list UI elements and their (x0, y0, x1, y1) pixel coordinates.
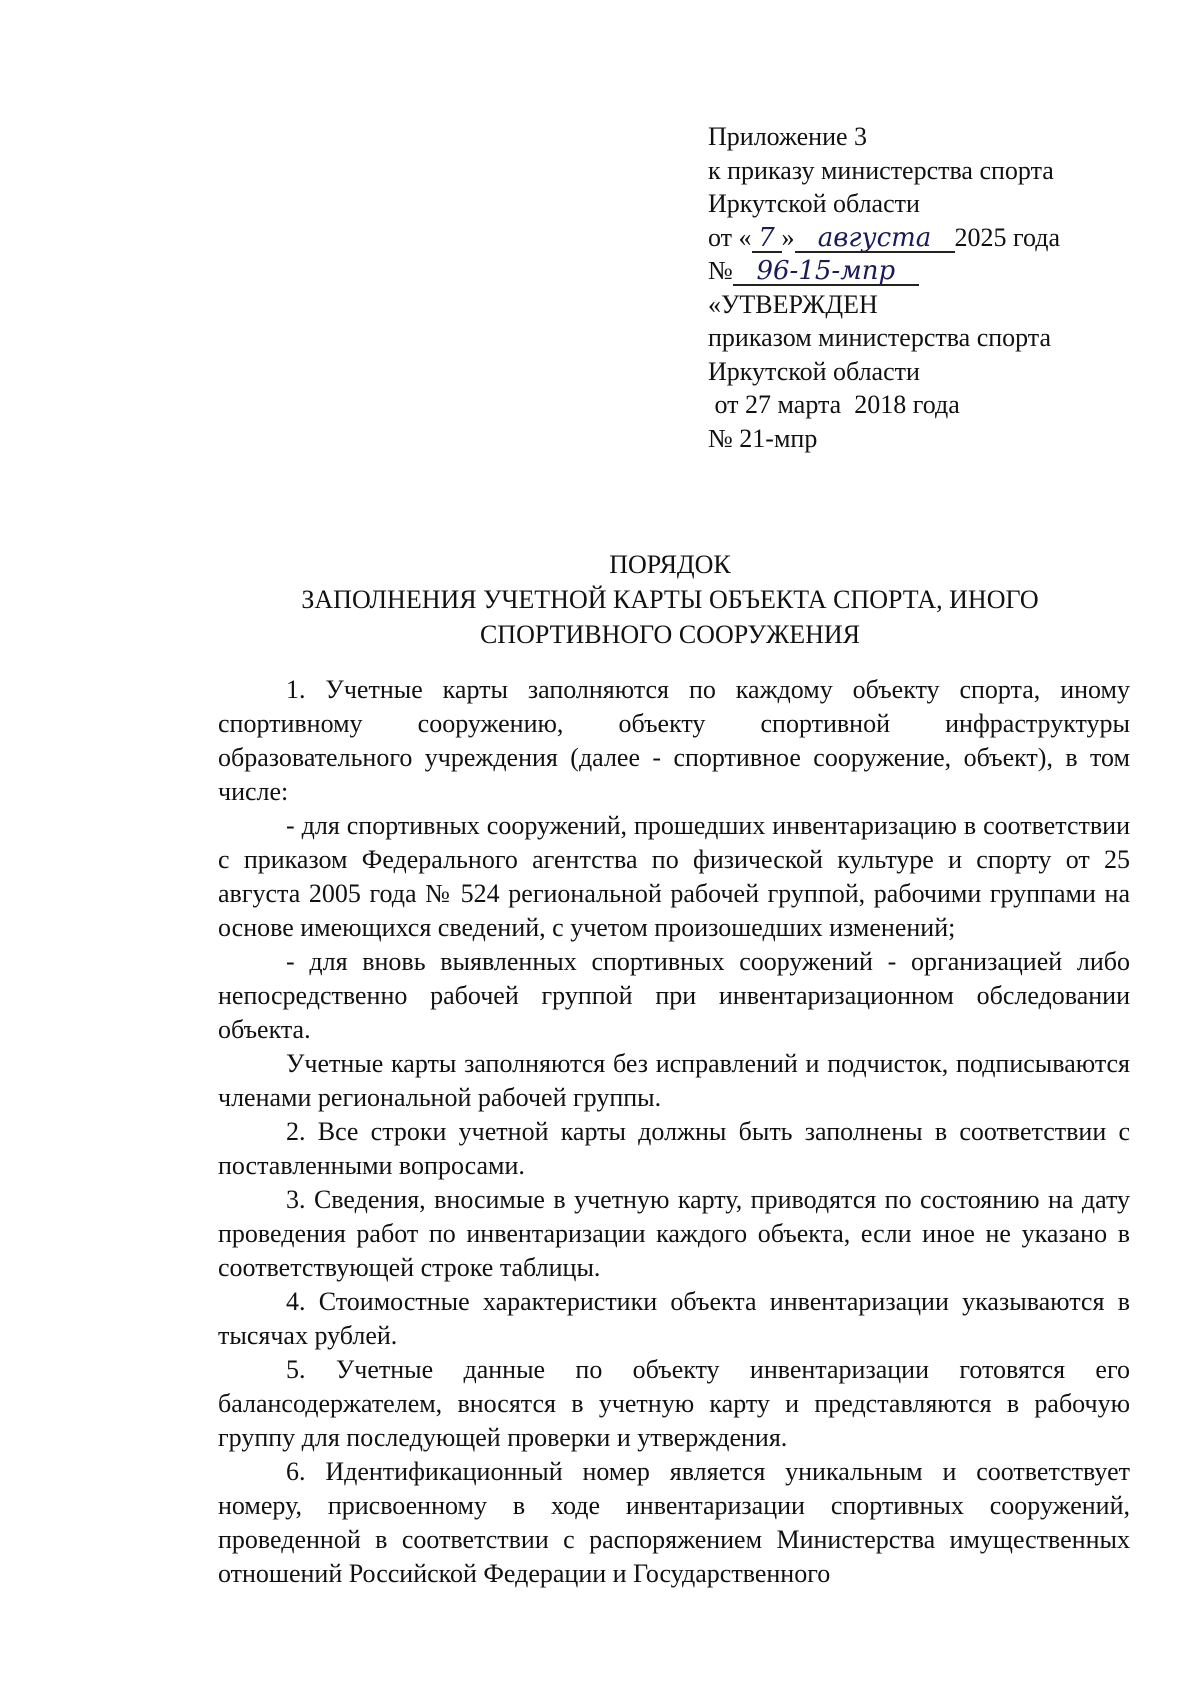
document-subtitle-line1: ЗАПОЛНЕНИЯ УЧЕТНОЙ КАРТЫ ОБЪЕКТА СПОРТА, ИНОГО (301, 585, 1039, 614)
approved-by: приказом министерства спорта (708, 323, 1052, 352)
appendix-date (708, 221, 1168, 255)
handwritten-order-number: 96-15-мпр (733, 258, 919, 286)
paragraph-8: 5. Учетные данные по объекту инвентаризации готовятся его балансодержателем, вносятся в учетную карту и представляются в рабочую группу для последующей проверки и утверждения. (218, 1355, 1130, 1452)
appendix-order-number (708, 254, 1168, 288)
approved-region: Иркутской области (708, 356, 920, 386)
paragraph-5: 2. Все строки учетной карты должны быть заполнены в соответствии с поставленными вопросами. (218, 1117, 1130, 1180)
approved-date: от 27 марта 2018 года (708, 390, 960, 419)
date-year: 2025 года (954, 222, 1061, 252)
paragraph-6: 3. Сведения, вносимые в учетную карту, приводятся по состоянию на дату проведения работ по инвентаризации каждого объекта, если иное не указано в соответствующей строке таблицы. (218, 1185, 1130, 1282)
approved-stamp: «УТВЕРЖДЕН (708, 289, 878, 319)
paragraph-1: 1. Учетные карты заполняются по каждому объекту спорта, иному спортивному сооружению, объекту спортивной инфраструктуры образовательного учреждения (далее - спортивное сооружение, объект), в том числе: (218, 675, 1130, 806)
appendix-header (708, 120, 1168, 455)
approved-number: № 21-мпр (708, 423, 818, 453)
document-body (218, 673, 1130, 1591)
appendix-region: Иркутской области (708, 189, 920, 218)
document-subtitle-line2: СПОРТИВНОГО СООРУЖЕНИЯ (479, 620, 861, 649)
paragraph-7: 4. Стоимостные характеристики объекта инвентаризации указываются в тысячах рублей. (218, 1287, 1130, 1350)
date-prefix: от « (708, 222, 752, 252)
paragraph-2: - для спортивных сооружений, прошедших инвентаризацию в соответствии с приказом Федерального агентства по физической культуре и спорту от 25 августа 2005 года № 524 региональной рабочей группой, рабочими группами на основе имеющихся сведений, с учетом произошедших изменений; (218, 811, 1130, 942)
document-title: ПОРЯДОК (609, 550, 731, 579)
paragraph-4: Учетные карты заполняются без исправлений и подчисток, подписываются членами региональной рабочей группы. (218, 1049, 1130, 1112)
handwritten-month: августа (795, 225, 955, 253)
handwritten-day: 7 (752, 225, 782, 253)
number-prefix: № (708, 256, 733, 285)
date-mid: » (781, 222, 795, 252)
appendix-order-ref: к приказу министерства спорта (708, 155, 1054, 185)
paragraph-9: 6. Идентификационный номер является уникальным и соответствует номеру, присвоенному в ходе инвентаризации спортивных сооружений, проведенной в соответствии с распоряжением Министерства имущественных отношений Российской Федерации и Государственного (218, 1457, 1130, 1588)
appendix-number: Приложение 3 (708, 122, 868, 151)
paragraph-3: - для вновь выявленных спортивных сооружений - организацией либо непосредственно рабочей группой при инвентаризационном обследовании объекта. (218, 947, 1130, 1044)
